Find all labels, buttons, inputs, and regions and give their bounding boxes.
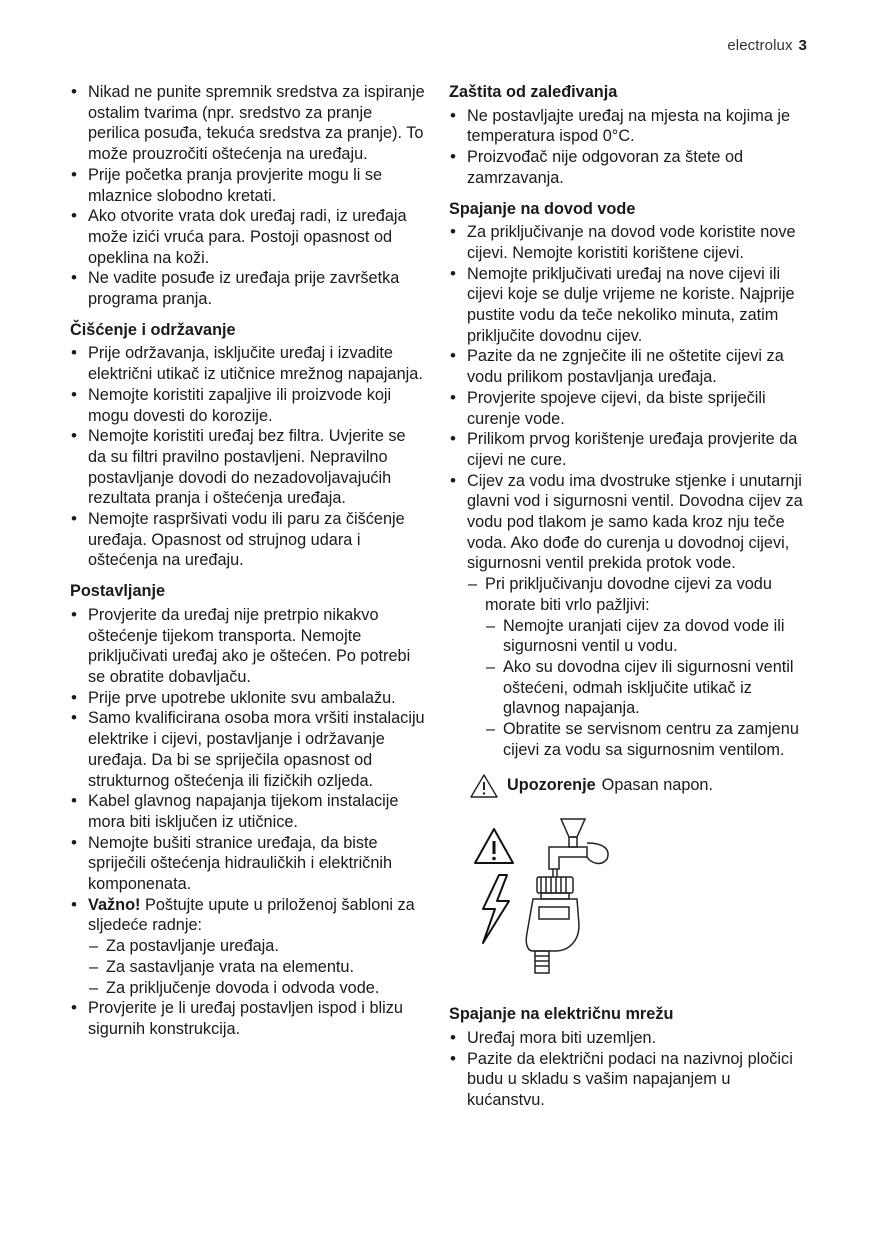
section-title-cleaning: Čišćenje i održavanje [70,320,236,339]
water-tap-icon [549,819,608,877]
list-item: • Proizvođač nije odgovoran za štete od zamrzavanja. [449,147,809,188]
warning-triangle-icon [469,773,499,799]
sub-dash-item: – Nemojte uranjati cijev za dovod vode ili sigurnosni ventil u vodu. [485,616,809,657]
dash-item: – Za sastavljanje vrata na elementu. [88,957,428,978]
list-item: • Uređaj mora biti uzemljen. [449,1028,809,1049]
warning-note [469,773,809,799]
list-item: • Pazite da električni podaci na nazivnoj pločici budu u skladu s vašim napajanjem u kućanstvu. [449,1049,809,1111]
water-sub-dash-list [485,616,809,761]
section-title-frost: Zaštita od zaleđivanja [449,83,618,101]
warning-text: Opasan napon. [601,776,714,795]
list-item [449,471,809,761]
hazard-triangle-icon [475,829,513,863]
cleaning-list [70,343,428,571]
dash-item: – Za postavljanje uređaja. [88,936,428,957]
section-title-electric: Spajanje na električnu mrežu [449,1005,674,1024]
installation-list [70,605,428,1040]
list-item: • Ne vadite posuđe iz uređaja prije završetka programa pranja. [70,268,428,309]
warning-label: Upozorenje [507,776,596,795]
section-title-installation: Postavljanje [70,582,166,601]
list-item: • Nemojte raspršivati vodu ili paru za čišćenje uređaja. Opasnost od strujnog udara i oštećenja na uređaju. [70,509,428,571]
list-item: • Za priključivanje na dovod vode koristite nove cijevi. Nemojte koristiti korištene cijevi. [449,222,809,263]
water-valve-illustration [469,813,669,981]
list-item: • Nemojte priključivati uređaj na nove cijevi ili cijevi koje se dulje vrijeme ne koriste. Najprije pustite vodu da teče nekoliko minuta, zatim priključite dovodnu cijev. [449,264,809,347]
safety-valve-icon [526,899,579,973]
electric-list [449,1028,809,1111]
list-item-important [70,895,428,999]
list-item: • Prije početka pranja provjerite mogu li se mlaznice slobodno kretati. [70,165,428,206]
list-item: • Prije prve upotrebe uklonite svu ambalažu. [70,688,428,709]
list-item: • Kabel glavnog napajanja tijekom instalacije mora biti isključen iz utičnice. [70,791,428,832]
list-item: • Nemojte bušiti stranice uređaja, da biste spriječili oštećenja hidrauličkih i električnih komponenata. [70,833,428,895]
hose-connector-icon [537,877,573,899]
sub-dash-item: – Ako su dovodna cijev ili sigurnosni ventil oštećeni, odmah isključite utikač iz glavnog napajanja. [485,657,809,719]
water-list [449,222,809,760]
brand-name: electrolux [727,37,793,54]
important-label: Važno! [88,895,141,914]
lightning-bolt-icon [483,875,509,943]
important-text: Poštujte upute u priloženoj šabloni za sljedeće radnje: [88,895,415,935]
list-item: • Pazite da ne zgnječite ili ne oštetite cijevi za vodu prilikom postavljanja uređaja. [449,346,809,387]
page-header [727,37,807,54]
right-column [449,82,809,1111]
list-item: • Provjerite je li uređaj postavljen ispod i blizu sigurnih konstrukcija. [70,998,428,1039]
section-title-water: Spajanje na dovod vode [449,199,636,218]
sub-dash-item: – Obratite se servisnom centru za zamjenu cijevi za vodu sa sigurnosnim ventilom. [485,719,809,760]
list-item: • Provjerite spojeve cijevi, da biste spriječili curenje vode. [449,388,809,429]
dash-item: – Za priključenje dovoda i odvoda vode. [88,978,428,999]
left-column [70,82,428,1040]
list-item: • Prije održavanja, isključite uređaj i izvadite električni utikač iz utičnice mrežnog napajanja. [70,343,428,384]
list-item: • Ne postavljajte uređaj na mjesta na kojima je temperatura ispod 0°C. [449,106,809,147]
list-item: • Samo kvalificirana osoba mora vršiti instalaciju elektrike i cijevi, postavljanje i održavanje uređaja. Da bi se spriječila opasnost od strukturnog oštećenja ili fizičkih ozljeda. [70,708,428,791]
list-item: • Nemojte koristiti uređaj bez filtra. Uvjerite se da su filtri pravilno postavljeni. Nepravilno postavljanje dovodi do nezadovoljavajućih rezultata pranja i oštećenja uređaja. [70,426,428,509]
important-dash-list [88,936,428,998]
dash-item [467,574,809,760]
intro-list [70,82,428,310]
frost-list [449,106,809,189]
dash-intro: Pri priključivanju dovodne cijevi za vodu morate biti vrlo pažljivi: [485,575,772,614]
water-dash-list [467,574,809,760]
list-item: • Prilikom prvog korištenje uređaja provjerite da cijevi ne cure. [449,429,809,470]
list-item-text: Cijev za vodu ima dvostruke stjenke i unutarnji glavni vod i sigurnosni ventil. Dovodna cijev za vodu pod tlakom je samo kada kroz nju teče voda. Ako dođe do curenja u dovodnoj cijevi, sigurnosni ventil prekida protok vode. [467,471,803,573]
page-number: 3 [798,37,807,54]
list-item: • Nikad ne punite spremnik sredstva za ispiranje ostalim tvarima (npr. sredstvo za pranje perilica posuđa, tekuća sredstva za pranje). To može prouzročiti oštećenja na uređaju. [70,82,428,165]
list-item: • Nemojte koristiti zapaljive ili proizvode koji mogu dovesti do korozije. [70,385,428,426]
list-item: • Ako otvorite vrata dok uređaj radi, iz uređaja može izići vruća para. Postoji opasnost od opeklina na koži. [70,206,428,268]
list-item: • Provjerite da uređaj nije pretrpio nikakvo oštećenje tijekom transporta. Nemojte priključivati uređaj ako je oštećen. Po potrebi se obratite dobavljaču. [70,605,428,688]
